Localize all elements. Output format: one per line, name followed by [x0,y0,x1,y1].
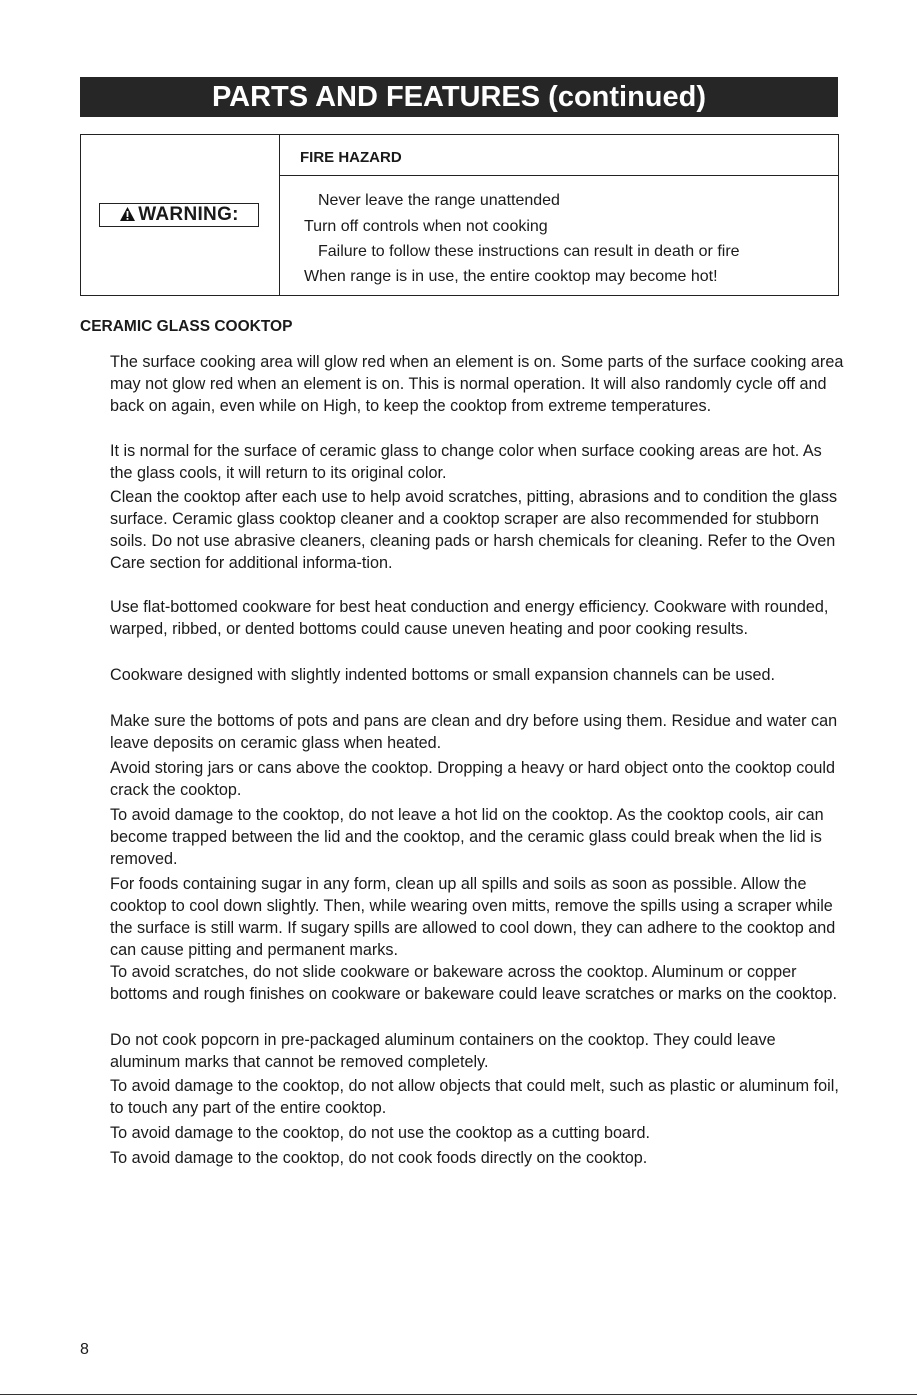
page-number: 8 [80,1341,89,1358]
section-title: CERAMIC GLASS COOKTOP [80,318,293,335]
body-paragraph: For foods containing sugar in any form, clean up all spills and soils as soon as possible. Allow the cooktop to cool down slightly. Then, while wearing oven mitts, remove the spills using a scraper while the surface is still warm. If sugary spills are allowed to cool down, they can adhere to the cooktop and can cause pitting and permanent marks. [110,875,836,959]
body-paragraph: Use flat-bottomed cookware for best heat conduction and energy efficiency. Cookware with rounded, warped, ribbed, or dented bottoms could cause uneven heating and poor cooking results. [110,598,829,638]
warning-heading-cell [280,135,838,176]
warning-line: When range is in use, the entire cooktop may become hot! [304,268,718,285]
warning-badge [99,203,259,227]
warning-triangle-icon [119,206,136,228]
warning-line: Never leave the range unattended [318,192,560,209]
body-paragraph: Clean the cooktop after each use to help avoid scratches, pitting, abrasions and to condition the glass surface. Ceramic glass cooktop cleaner and a cooktop scraper are also recommended for stubborn soils. Do not use abrasive cleaners, cleaning pads or harsh chemicals for cleaning. Refer to the Oven Care section for additional informa-tion. [110,488,838,572]
warning-box [80,134,839,296]
warning-heading: FIRE HAZARD [300,149,402,166]
warning-line: Failure to follow these instructions can result in death or fire [318,243,740,260]
body-paragraph: To avoid damage to the cooktop, do not allow objects that could melt, such as plastic or aluminum foil, to touch any part of the entire cooktop. [110,1077,839,1117]
bottom-divider [0,1394,917,1395]
body-paragraph: It is normal for the surface of ceramic glass to change color when surface cooking areas are hot. As the glass cools, it will return to its original color. [110,442,822,482]
body-paragraph: To avoid damage to the cooktop, do not leave a hot lid on the cooktop. As the cooktop cools, air can become trapped between the lid and the cooktop, and the ceramic glass could break when the lid is removed. [110,806,824,868]
body-paragraph: Avoid storing jars or cans above the cooktop. Dropping a heavy or hard object onto the cooktop could crack the cooktop. [110,759,835,799]
body-paragraph: To avoid scratches, do not slide cookware or bakeware across the cooktop. Aluminum or copper bottoms and rough finishes on cookware or bakeware could leave scratches or marks on the cooktop. [110,963,838,1003]
warning-line: Turn off controls when not cooking [304,218,548,235]
body-paragraph: To avoid damage to the cooktop, do not use the cooktop as a cutting board. [110,1124,650,1142]
body-paragraph: To avoid damage to the cooktop, do not cook foods directly on the cooktop. [110,1149,648,1167]
body-paragraph: Make sure the bottoms of pots and pans are clean and dry before using them. Residue and water can leave deposits on ceramic glass when heated. [110,712,838,752]
page-title-banner [80,77,838,117]
warning-badge-label: WARNING: [138,204,239,225]
body-paragraph: The surface cooking area will glow red when an element is on. Some parts of the surface cooking area may not glow red when an element is on. This is normal operation. It will also randomly cycle off and back on again, even while on High, to keep the cooktop from extreme temperatures. [110,353,844,415]
body-paragraph: Cookware designed with slightly indented bottoms or small expansion channels can be used. [110,666,775,684]
page-title: PARTS AND FEATURES (continued) [211,81,707,113]
body-paragraph: Do not cook popcorn in pre-packaged aluminum containers on the cooktop. They could leave aluminum marks that cannot be removed completely. [110,1031,776,1071]
warning-badge-cell [81,135,280,295]
